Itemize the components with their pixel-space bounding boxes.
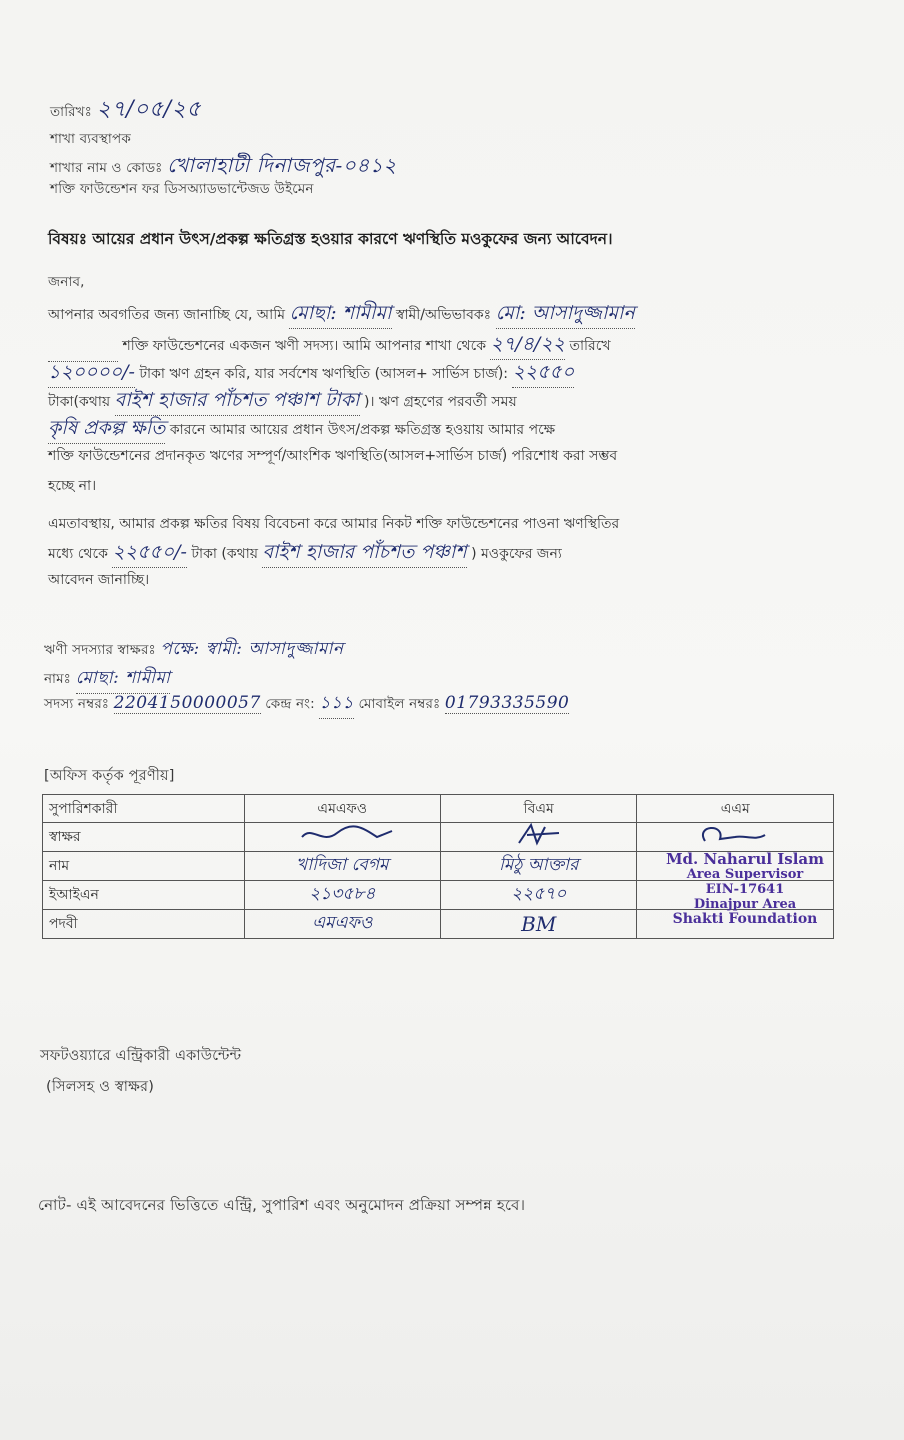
subject-line: বিষয়ঃ আয়ের প্রধান উৎস/প্রকল্প ক্ষতিগ্রস্ত হওয়ার কারণে ঋণস্থিতি মওকুফের জন্য আবেদন। [48,230,613,248]
center-value: ১১১ [319,690,354,719]
addressee-line: শাখা ব্যবস্থাপক [50,131,131,147]
accountant-note: (সিলসহ ও স্বাক্ষর) [46,1079,155,1095]
member-id-value: 2204150000057 [113,693,261,713]
para1-line4 [48,386,517,417]
footer-note: নোট- এই আবেদনের ভিত্তিতে এন্ট্রি, সুপারিশ এবং অনুমোদন প্রক্রিয়া সম্পন্ন হবে। [38,1196,526,1214]
stamp-area: Dinajpur Area [693,897,797,912]
mobile-label: মোবাইল নম্বরঃ [358,696,441,712]
organization-line: শক্তি ফাউন্ডেশন ফর ডিসঅ্যাডভান্টেজড উইমেন [50,181,314,197]
mfo-designation: এমএফও [244,910,440,939]
row-label-ein: ইআইএন [43,881,245,910]
member-name-label: নামঃ [44,671,72,687]
am-stamp [654,852,836,927]
stamp-org: Shakti Foundation [672,911,818,927]
para2-line3: আবেদন জানাচ্ছি। [48,572,150,588]
para2-line1: এমতাবস্থায়, আমার প্রকল্প ক্ষতির বিষয় বিবেচনা করে আমার নিকট শক্তি ফাউন্ডেশনের পাওনা ঋণস্থিতির [48,516,620,532]
para1-text7: )। ঋণ গ্রহণের পরবর্তী সময় [363,394,517,410]
member-name-fill: মোছা: শামীমা [289,299,391,329]
branch-label: শাখার নাম ও কোডঃ [50,160,163,176]
para1-line1 [48,299,635,330]
row-label-designation: পদবী [43,910,245,939]
mfo-name: খাদিজা বেগম [244,852,440,881]
date-line [50,92,201,129]
stamp-title: Area Supervisor [686,867,804,882]
date-label: তারিখঃ [50,104,92,120]
para1-text4: তারিখে [569,338,611,354]
stamp-name: Md. Naharul Islam [665,850,825,868]
bm-signature-scribble [479,823,599,847]
am-signature [637,823,834,852]
salutation: জনাব, [48,274,85,290]
para1-text8: কারনে আমার আয়ের প্রধান উৎস/প্রকল্প ক্ষতিগ্রস্ত হওয়ায় আমার পক্ষে [169,422,556,438]
table-row-signature [43,823,834,852]
para2-text3: টাকা (কথায় [191,546,259,562]
para1-text3: শক্তি ফাউন্ডেশনের একজন ঋণী সদস্য। আমি আপনার শাখা থেকে [122,338,487,354]
col-header-recommender: সুপারিশকারী [43,795,245,823]
mobile-value: 01793335590 [444,693,570,713]
accountant-label: সফটওয়্যারে এন্ট্রিকারী একাউন্টেন্ট [40,1048,242,1064]
stamp-ein: EIN-17641 [705,882,785,897]
branch-value: খোলাহাটী দিনাজপুর-০৪১২ [167,153,397,177]
office-heading: [অফিস কর্তৃক পূরণীয়] [44,768,175,784]
mfo-signature [244,823,440,852]
center-label: কেন্দ্র নং: [265,696,315,712]
para1-line7: হচ্ছে না। [48,478,97,494]
mfo-signature-scribble [282,823,402,847]
bm-designation: BM [440,910,636,939]
col-header-mfo: এমএফও [244,795,440,823]
para2-line2 [48,538,562,569]
para1-text1: আপনার অবগতির জন্য জানাচ্ছি যে, আমি [48,307,286,323]
member-signature-line [44,636,344,664]
waive-words-fill: বাইশ হাজার পাঁচশত পঞ্চাশ [262,538,466,568]
loan-amount-fill: ১২০০০০/- [48,358,135,388]
am-signature-scribble [675,823,795,847]
member-id-label: সদস্য নম্বরঃ [44,696,110,712]
row-label-name: নাম [43,852,245,881]
bm-signature [440,823,636,852]
mfo-ein: ২১৩৫৮৪ [244,881,440,910]
para1-line6: শক্তি ফাউন্ডেশনের প্রদানকৃত ঋণের সম্পূর্ণ/আংশিক ঋণস্থিতি(আসল+সার্ভিস চার্জ) পরিশোধ করা সম্ভব [48,448,618,464]
member-signature: পক্ষে: স্বামী: আসাদুজ্জামান [160,639,344,659]
member-signature-label: ঋণী সদস্যার স্বাক্ষরঃ [44,642,156,658]
balance-fill: ২২৫৫০ [512,358,574,388]
bm-name: মিঠু আক্তার [440,852,636,881]
balance-words-fill: বাইশ হাজার পাঁচশত পঞ্চাশ টাকা [115,386,360,416]
member-name-value: মোছা: শামীমা [76,665,171,694]
col-header-am: এএম [637,795,834,823]
para1-line3 [48,358,574,389]
date-value: ২৭/০৫/২৫ [96,97,202,122]
member-id-line [44,690,569,719]
para1-line5 [48,414,555,445]
para1-text5: টাকা ঋণ গ্রহন করি, যার সর্বশেষ ঋণস্থিতি (আসল+ সার্ভিস চার্জ): [139,366,508,382]
reason-fill: কৃষি প্রকল্প ক্ষতি [48,414,165,444]
loan-date-fill: ২৭/৪/২২ [490,330,565,360]
waive-amount-fill: ২২৫৫০/- [112,538,187,568]
row-label-signature: স্বাক্ষর [43,823,245,852]
para1-text2: স্বামী/অভিভাবকঃ [395,307,492,323]
guardian-name-fill: মো: আসাদুজ্জামান [496,299,635,329]
para2-text2: মধ্যে থেকে [48,546,108,562]
bm-ein: ২২৫৭০ [440,881,636,910]
para1-text6: টাকা(কথায় [48,394,111,410]
table-header-row [43,795,834,823]
para2-text4: ) মওকুফের জন্য [471,546,562,562]
col-header-bm: বিএম [440,795,636,823]
